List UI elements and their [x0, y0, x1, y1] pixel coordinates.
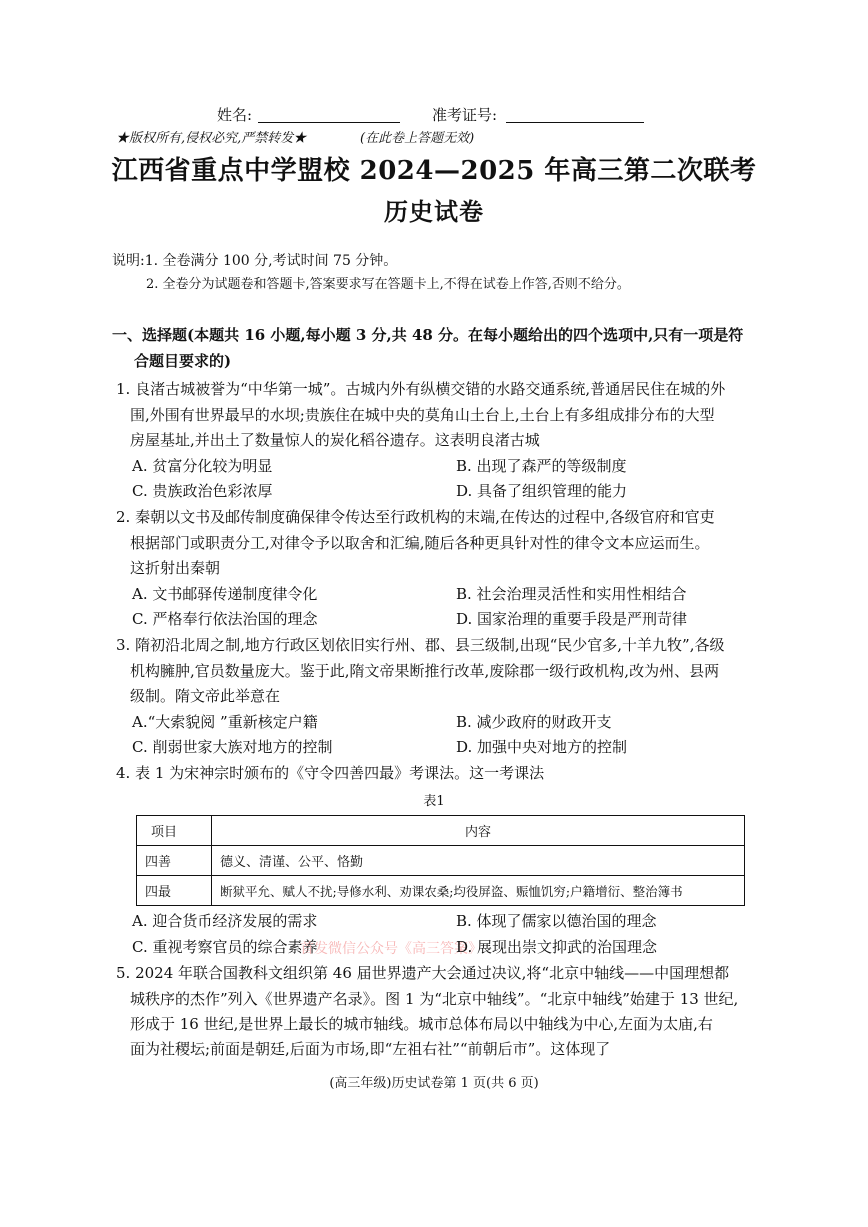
q1-option-c: C. 贵族政治色彩浓厚	[132, 482, 273, 500]
section-heading-cont: 合题目要求的)	[134, 352, 232, 370]
q1-option-d: D. 具备了组织管理的能力	[456, 482, 628, 500]
q2-option-b: B. 社会治理灵活性和实用性相结合	[456, 585, 687, 603]
q3-line-3: 级制。隋文帝此举意在	[130, 687, 281, 705]
q2-option-a: A. 文书邮驿传递制度律令化	[132, 585, 318, 603]
q2-option-c: C. 严格奉行依法治国的理念	[132, 610, 318, 628]
q3-line-2: 机构臃肿,官员数量庞大。鉴于此,隋文帝果断推行改革,废除郡一级行政机构,改为州、县两	[130, 662, 720, 680]
instruction-line-1: 说明:1. 全卷满分 100 分,考试时间 75 分钟。	[112, 253, 398, 269]
page-title: 江西省重点中学盟校 2024—2025 年高三第二次联考	[111, 156, 757, 186]
table-cell: 四善	[137, 846, 212, 876]
q2-line-1: 2. 秦朝以文书及邮传制度确保律令传达至行政机构的末端,在传达的过程中,各级官府和官吏	[116, 508, 715, 526]
instruction-line-2: 2. 全卷分为试题卷和答题卡,答案要求写在答题卡上,不得在试卷上作答,否则不给分。	[146, 277, 630, 292]
q4-line-1: 4. 表 1 为宋神宗时颁布的《守令四善四最》考课法。这一考课法	[116, 764, 545, 782]
exam-id-label: 准考证号:	[432, 106, 498, 124]
q1-line-1: 1. 良渚古城被誉为“中华第一城”。古城内外有纵横交错的水路交通系统,普通居民住在城的外	[116, 380, 726, 398]
q3-option-b: B. 减少政府的财政开支	[456, 713, 612, 731]
table-caption: 表1	[423, 794, 445, 809]
table-header-row	[137, 816, 745, 846]
copyright-notice: ★版权所有,侵权必究,严禁转发★	[116, 131, 307, 146]
q3-option-c: C. 削弱世家大族对地方的控制	[132, 738, 333, 756]
q4-option-d: D. 展现出崇文抑武的治国理念	[456, 938, 658, 956]
q1-line-3: 房屋基址,并出土了数量惊人的炭化稻谷遗存。这表明良渚古城	[130, 431, 540, 449]
q2-line-3: 这折射出秦朝	[130, 559, 221, 577]
page-footer: (高三年级)历史试卷第 1 页(共 6 页)	[329, 1076, 539, 1091]
page-subtitle: 历史试卷	[384, 197, 484, 226]
q3-option-d: D. 加强中央对地方的控制	[456, 738, 628, 756]
table-cell: 四最	[137, 876, 212, 906]
table-cell: 德义、清谨、公平、恪勤	[212, 846, 745, 876]
exam-id-blank	[506, 104, 644, 123]
table-cell: 断狱平允、赋人不扰;导修水利、劝课农桑;均役屏盗、赈恤饥穷;户籍增衍、整治簿书	[212, 876, 745, 906]
q4-option-c: C. 重视考察官员的综合素养	[132, 938, 318, 956]
q5-line-2: 城秩序的杰作”列入《世界遗产名录》。图 1 为“北京中轴线”。“北京中轴线”始建于 13 世纪,	[130, 990, 739, 1008]
table-row	[137, 846, 745, 876]
q5-line-4: 面为社稷坛;前面是朝廷,后面为市场,即“左祖右社”“前朝后市”。这体现了	[130, 1040, 611, 1058]
q3-line-1: 3. 隋初沿北周之制,地方行政区划依旧实行州、郡、县三级制,出现“民少官多,十羊九牧”,各级	[116, 636, 725, 654]
q2-line-2: 根据部门或职责分工,对律令予以取舍和汇编,随后各种更具针对性的律令文本应运而生。	[130, 534, 710, 552]
q4-table	[136, 815, 745, 906]
section-heading: 一、选择题(本题共 16 小题,每小题 3 分,共 48 分。在每小题给出的四个选项中,只有一项是符	[112, 326, 744, 344]
q5-line-1: 5. 2024 年联合国教科文组织第 46 届世界遗产大会通过决议,将“北京中轴线——中国理想都	[116, 964, 730, 982]
q2-option-d: D. 国家治理的重要手段是严刑苛律	[456, 610, 688, 628]
q1-line-2: 围,外围有世界最早的水坝;贵族住在城中央的莫角山土台上,土台上有多组成排分布的大型	[130, 406, 715, 424]
name-blank	[258, 104, 400, 123]
watermark: 首发微信公众号《高三答案》	[300, 941, 482, 957]
q5-line-3: 形成于 16 世纪,是世界上最长的城市轴线。城市总体布局以中轴线为中心,左面为太庙,右	[130, 1015, 713, 1033]
q1-option-b: B. 出现了森严的等级制度	[456, 457, 627, 475]
table-row	[137, 876, 745, 906]
table-header-content: 内容	[212, 816, 745, 846]
name-label: 姓名:	[217, 106, 253, 124]
q4-option-b: B. 体现了儒家以德治国的理念	[456, 912, 657, 930]
answer-notice: (在此卷上答题无效)	[360, 131, 475, 146]
q4-option-a: A. 迎合货币经济发展的需求	[132, 912, 318, 930]
q1-option-a: A. 贫富分化较为明显	[132, 457, 273, 475]
q3-option-a: A.“大索貌阅 ”重新核定户籍	[132, 713, 318, 731]
table-header-item: 项目	[137, 816, 212, 846]
